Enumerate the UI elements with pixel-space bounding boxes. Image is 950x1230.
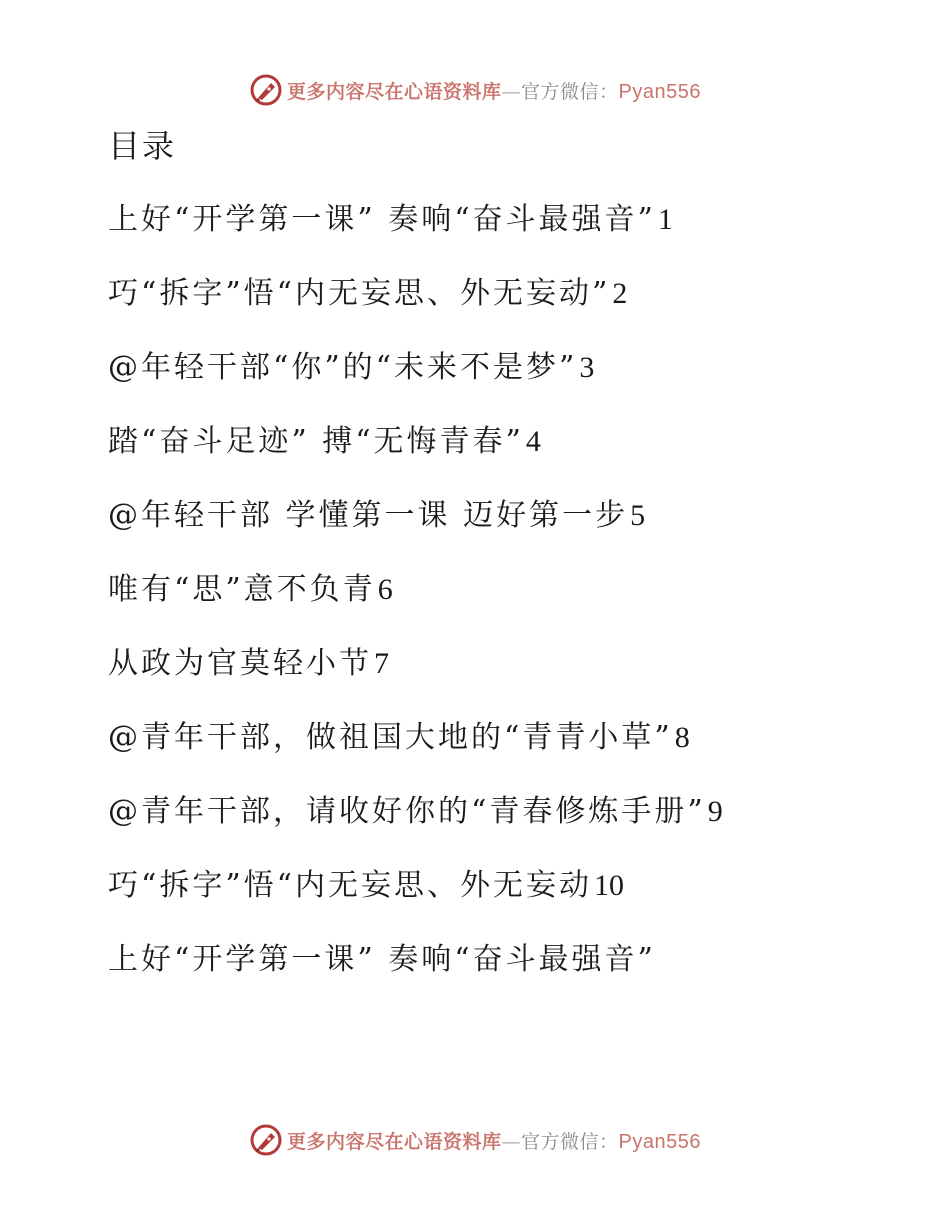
toc-entry[interactable] — [108, 638, 928, 712]
watermark-site-name: 更多内容尽在心语资料库 — [287, 80, 502, 103]
toc-entry-page-number: 7 — [374, 647, 389, 680]
toc-entry-page-number: 2 — [612, 277, 628, 310]
pen-nib-logo-icon — [249, 1123, 283, 1157]
watermark-site-name: 更多内容尽在心语资料库 — [287, 1130, 502, 1153]
toc-entry-page-number: 6 — [377, 573, 393, 606]
toc-entry[interactable] — [108, 194, 928, 268]
watermark-dash: — — [501, 1130, 522, 1153]
toc-entry-title: @年轻干部“你”的“未来不是梦” — [108, 350, 578, 385]
watermark-wechat-id: Pyan556 — [618, 80, 701, 103]
toc-entry-title: 巧“拆字”悟“内无妄思、外无妄动 — [108, 868, 593, 903]
toc-entry[interactable] — [108, 268, 928, 342]
toc-entry[interactable] — [108, 860, 928, 934]
toc-entry[interactable] — [108, 934, 928, 1008]
toc-entry-title: 从政为官莫轻小节 — [108, 646, 372, 681]
watermark-wechat-id: Pyan556 — [618, 1130, 701, 1153]
toc-entry-page-number: 5 — [630, 499, 646, 532]
footer-watermark-banner — [0, 1120, 950, 1160]
header-watermark-banner — [0, 70, 950, 110]
toc-entry-title: @青年干部，请收好你的“青春修炼手册” — [108, 794, 706, 829]
toc-entry-page-number: 8 — [674, 721, 690, 754]
toc-entry-page-number: 9 — [707, 795, 723, 828]
toc-entry[interactable] — [108, 786, 928, 860]
toc-entry-title: @青年干部，做祖国大地的“青青小草” — [108, 720, 673, 755]
toc-entry-page-number: 4 — [525, 425, 541, 458]
toc-heading: 目录 — [108, 127, 177, 165]
toc-entry-title: @年轻干部 学懂第一课 迈好第一步 — [108, 498, 629, 533]
toc-entry-page-number: 3 — [579, 351, 595, 384]
watermark-text — [287, 77, 701, 104]
watermark-wechat-label: 官方微信： — [521, 80, 619, 103]
pen-nib-logo-icon — [249, 73, 283, 107]
watermark-text — [287, 1127, 701, 1154]
toc-entry-page-number: 1 — [657, 203, 673, 236]
toc-entry[interactable] — [108, 416, 928, 490]
toc-entry[interactable] — [108, 564, 928, 638]
toc-entry[interactable] — [108, 490, 928, 564]
toc-list — [108, 194, 928, 1008]
watermark-wechat-label: 官方微信： — [521, 1130, 619, 1153]
toc-entry-title: 巧“拆字”悟“内无妄思、外无妄动” — [108, 276, 611, 311]
document-body — [108, 120, 928, 1008]
toc-entry[interactable] — [108, 342, 928, 416]
toc-entry-title: 唯有“思”意不负青 — [108, 572, 376, 607]
toc-entry[interactable] — [108, 712, 928, 786]
toc-entry-page-number: 10 — [594, 869, 625, 902]
watermark-dash: — — [501, 80, 522, 103]
toc-entry-title: 上好“开学第一课” 奏响“奋斗最强音” — [108, 942, 656, 977]
toc-entry-title: 踏“奋斗足迹” 搏“无悔青春” — [108, 424, 524, 459]
toc-entry-title: 上好“开学第一课” 奏响“奋斗最强音” — [108, 202, 656, 237]
